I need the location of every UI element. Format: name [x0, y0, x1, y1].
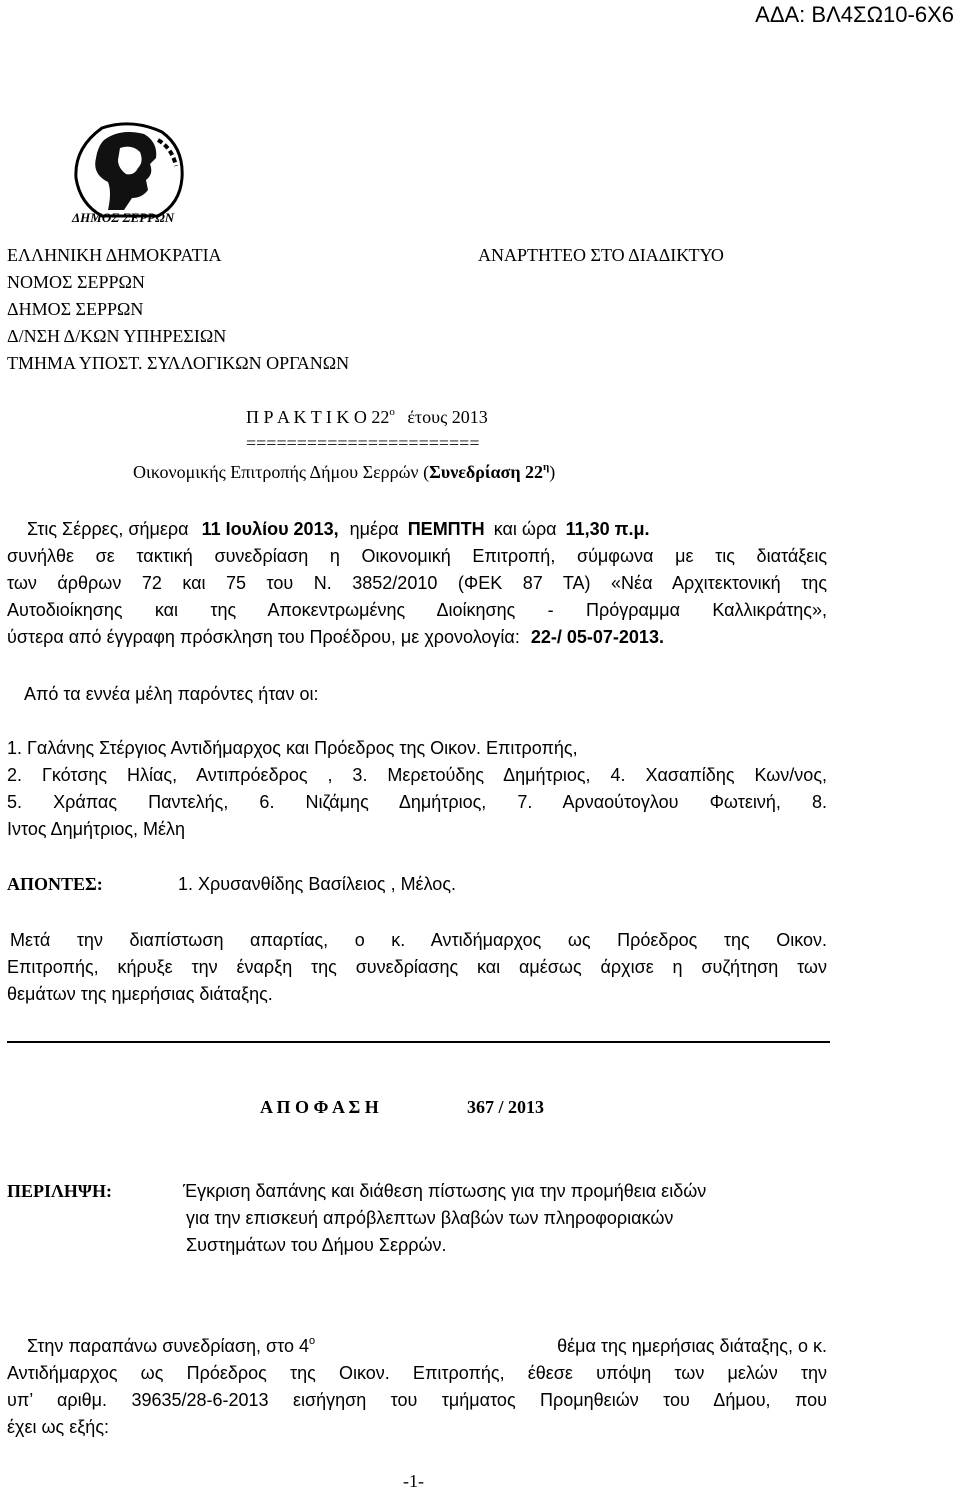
decision-label: Α Π Ο Φ Α Σ Η	[260, 1097, 379, 1117]
body-line-2: Αντιδήμαρχος ως Πρόεδρος της Οικον. Επιτροπής, έθεσε υπόψη των μελών την	[7, 1363, 827, 1383]
minutes-title-sup: ο	[389, 406, 395, 418]
intro-line-4: Αυτοδιοίκησης και της Αποκεντρωμένης Διοίκησης - Πρόγραμμα Καλλικράτης»,	[7, 600, 827, 620]
municipality-logo	[62, 118, 198, 240]
logo-text: ΔΗΜΟΣ ΣΕΡΡΩΝ	[72, 210, 175, 225]
body-line-3: υπ’ αριθμ. 39635/28-6-2013 εισήγηση του τμήματος Προμηθειών του Δήμου, που	[7, 1390, 827, 1410]
summary-line-1: Έγκριση δαπάνης και διάθεση πίστωσης για την προμήθεια ειδών	[183, 1181, 707, 1201]
quorum-line-1: Μετά την διαπίστωση απαρτίας, ο κ. Αντιδήμαρχος ως Πρόεδρος της Οικον.	[10, 930, 827, 950]
committee-name: Οικονομικής Επιτροπής Δήμου Σερρών (	[133, 462, 430, 482]
present-line-4: Ιντος Δημήτριος, Μέλη	[7, 819, 186, 839]
summary-label: ΠΕΡΙΛΗΨΗ:	[7, 1181, 112, 1201]
intro-line-3: των άρθρων 72 και 75 του Ν. 3852/2010 (ΦΕΚ 87 ΤΑ) «Νέα Αρχιτεκτονική της	[7, 573, 827, 593]
present-line-2: 2. Γκότσης Ηλίας, Αντιπρόεδρος , 3. Μερετούδης Δημήτριος, 4. Χασαπίδης Κων/νος,	[7, 765, 827, 785]
header-line-4: Δ/ΝΣΗ Δ/ΚΩΝ ΥΠΗΡΕΣΙΩΝ	[7, 326, 227, 346]
summary-line-2: για την επισκευή απρόβλεπτων βλαβών των πληροφοριακών	[186, 1208, 674, 1228]
ada-code: ΑΔΑ: ΒΛ4ΣΩ10-6Χ6	[755, 2, 954, 27]
intro-time-label: και ώρα	[493, 519, 557, 539]
meeting-weekday: ΠΕΜΠΤΗ	[407, 519, 485, 539]
session-sup: η	[543, 461, 550, 473]
header-line-2: ΝΟΜΟΣ ΣΕΡΡΩΝ	[7, 272, 145, 292]
intro-invitation: ύστερα από έγγραφη πρόσκληση του Προέδρου, με χρονολογία:	[7, 627, 520, 647]
minutes-title-main: Π Ρ Α Κ Τ Ι Κ Ο 22	[246, 407, 390, 427]
meeting-date: 11 Ιουλίου 2013,	[201, 519, 339, 539]
body-line-1-end: θέμα της ημερήσιας διάταξης, ο κ.	[557, 1336, 827, 1356]
meeting-time: 11,30 π.μ.	[565, 519, 650, 539]
committee-line	[133, 462, 555, 482]
quorum-line-2: Επιτροπής, κήρυξε την έναρξη της συνεδρίασης και αμέσως άρχισε η συζήτηση των	[7, 957, 827, 977]
present-heading: Από τα εννέα μέλη παρόντες ήταν οι:	[24, 684, 319, 704]
page-number: -1-	[403, 1471, 424, 1491]
invitation-date: 22-/ 05-07-2013.	[530, 627, 664, 647]
intro-line-5	[7, 627, 664, 647]
quorum-line-3: θεμάτων της ημερήσιας διάταξης.	[7, 984, 273, 1004]
body-line-1-sup: ο	[308, 1335, 316, 1347]
session-label: Συνεδρίαση 22	[429, 462, 544, 482]
minutes-title	[246, 407, 488, 427]
absent-label: ΑΠΟΝΤΕΣ:	[7, 874, 103, 894]
present-line-3: 5. Χράπας Παντελής, 6. Νιζάμης Δημήτριος, 7. Αρναούτογλου Φωτεινή, 8.	[7, 792, 827, 812]
present-line-1: 1. Γαλάνης Στέργιος Αντιδήμαρχος και Πρόεδρος της Οικον. Επιτροπής,	[7, 738, 578, 758]
title-separator: =======================	[246, 433, 480, 453]
header-line-3: ΔΗΜΟΣ ΣΕΡΡΩΝ	[7, 299, 144, 319]
header-line-1: ΕΛΛΗΝΙΚΗ ΔΗΜΟΚΡΑΤΙΑ	[7, 245, 222, 265]
intro-line-2: συνήλθε σε τακτική συνεδρίαση η Οικονομική Επιτροπή, σύμφωνα με τις διατάξεις	[7, 546, 827, 566]
body-line-4: έχει ως εξής:	[7, 1417, 109, 1437]
body-line-1	[27, 1336, 827, 1356]
header-line-5: ΤΜΗΜΑ ΥΠΟΣΤ. ΣΥΛΛΟΓΙΚΩΝ ΟΡΓΑΝΩΝ	[7, 353, 350, 373]
absent-names: 1. Χρυσανθίδης Βασίλειος , Μέλος.	[178, 874, 456, 894]
body-line-1-start: Στην παραπάνω συνεδρίαση, στο 4	[27, 1336, 309, 1356]
intro-text: Στις Σέρρες, σήμερα	[27, 519, 189, 539]
summary-line-3: Συστημάτων του Δήμου Σερρών.	[186, 1235, 447, 1255]
session-close: )	[549, 462, 556, 482]
publish-online-label: ΑΝΑΡΤΗΤΕΟ ΣΤΟ ΔΙΑΔΙΚΤΥΟ	[478, 245, 724, 265]
section-divider	[7, 1041, 830, 1043]
decision-number: 367 / 2013	[467, 1097, 545, 1117]
intro-day-label: ημέρα	[349, 519, 399, 539]
intro-line-1	[27, 519, 827, 539]
minutes-title-rest: έτους 2013	[407, 407, 488, 427]
